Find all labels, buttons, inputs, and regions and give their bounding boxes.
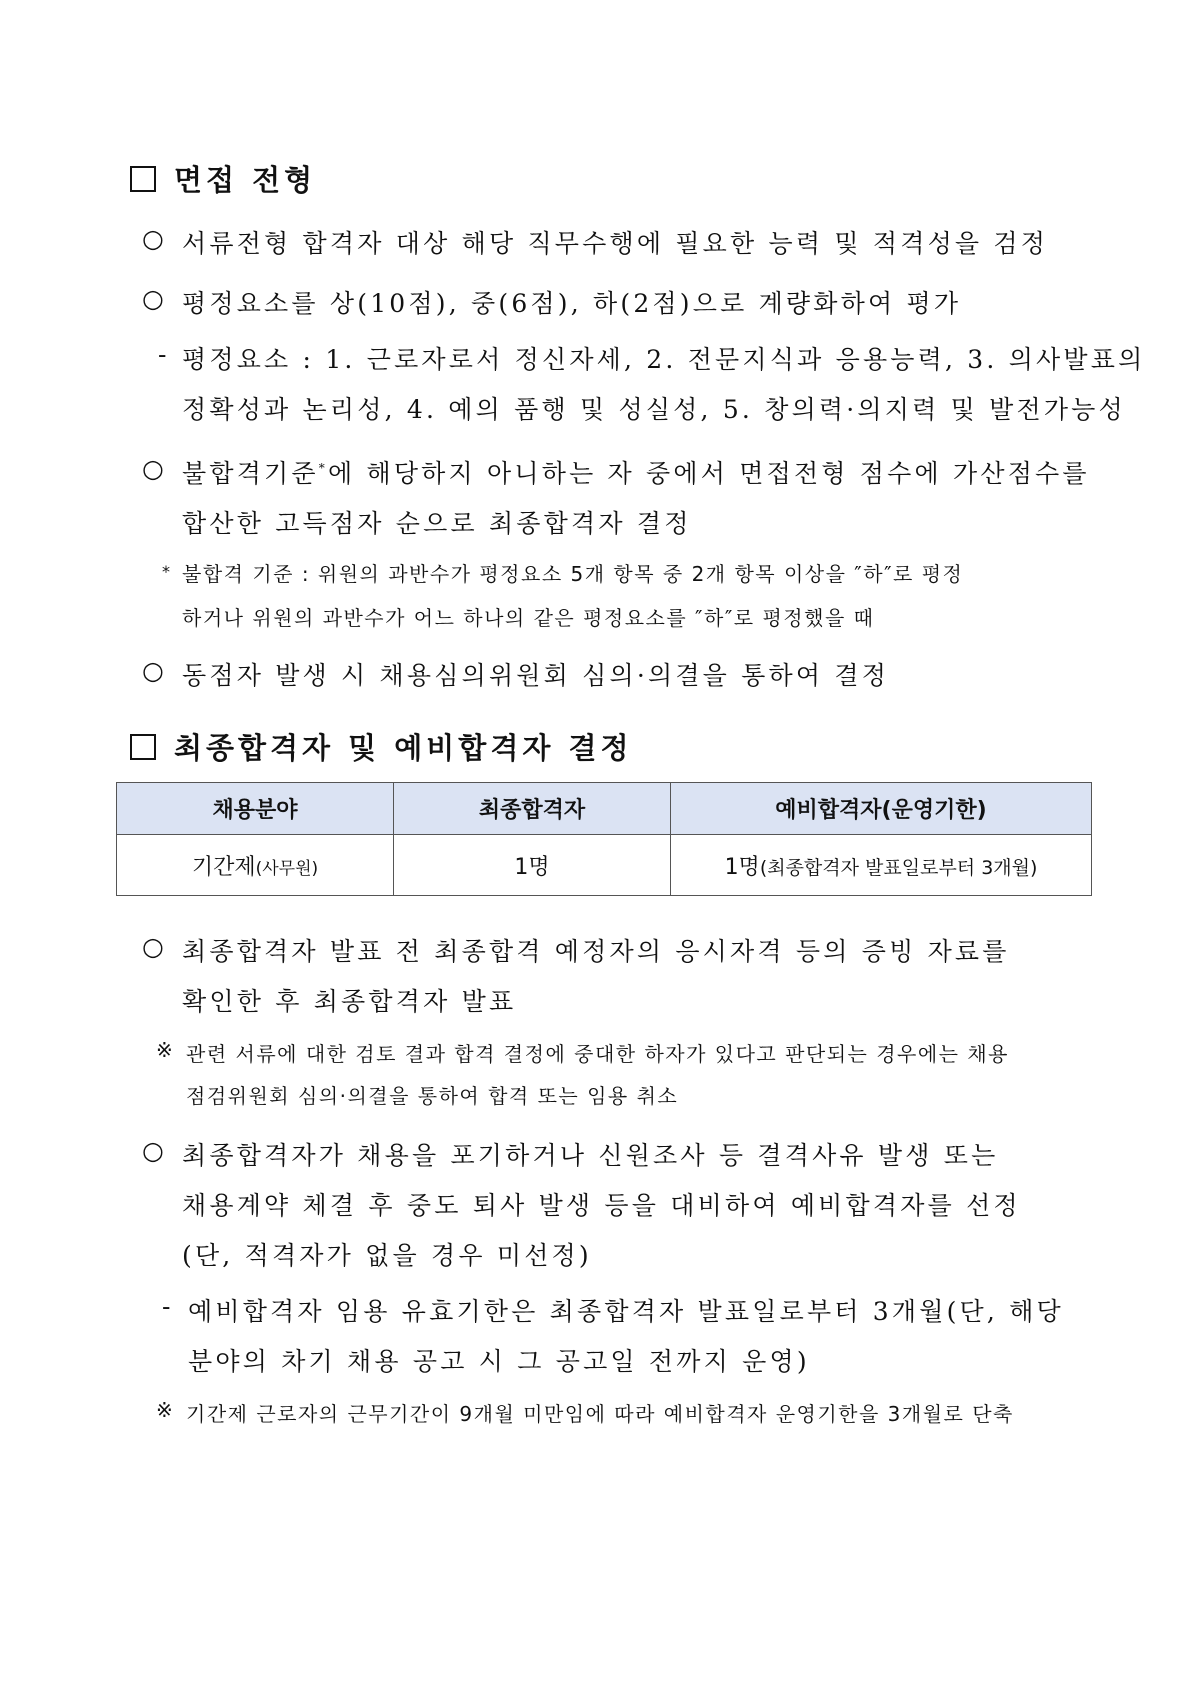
bullet-circle: ○: [142, 284, 168, 313]
checkbox-square-icon: [130, 166, 156, 192]
checkbox-square-icon: [130, 734, 156, 760]
note-text: 관련 서류에 대한 검토 결과 합격 결정에 중대한 하자가 있다고 판단되는 경우에는 채용: [186, 1042, 1009, 1066]
bullet-circle: ○: [142, 454, 168, 483]
list-item-continued: 확인한 후 최종합격자 발표: [182, 987, 517, 1016]
bullet-dash: -: [158, 340, 170, 369]
section-title: 최종합격자 및 예비합격자 결정: [174, 731, 633, 765]
header-final: 최종합격자: [394, 783, 671, 835]
section-heading-interview: [130, 158, 316, 199]
cell-field: 기간제(사무원): [117, 835, 394, 896]
footnote-text-continued: 하거나 위원의 과반수가 어느 하나의 같은 평정요소를 ″하″로 평정했을 때: [182, 606, 875, 630]
list-item: 불합격기준*에 해당하지 아니하는 자 중에서 면접전형 점수에 가산점수를: [182, 459, 1090, 488]
cell-final: 1명: [394, 835, 671, 896]
bullet-circle: ○: [142, 656, 168, 685]
header-field: 채용분야: [117, 783, 394, 835]
list-item-continued: (단, 적격자가 없을 경우 미선정): [182, 1241, 592, 1270]
list-item: 평정요소를 상(10점), 중(6점), 하(2점)으로 계량화하여 평가: [182, 289, 962, 318]
bullet-circle: ○: [142, 932, 168, 961]
note-asterisk: *: [162, 562, 172, 581]
reference-mark: ※: [156, 1038, 175, 1062]
section-title: 면접 전형: [174, 163, 317, 197]
bullet-dash: -: [162, 1292, 174, 1321]
sub-list-item: 예비합격자 임용 유효기한은 최종합격자 발표일로부터 3개월(단, 해당: [188, 1297, 1064, 1326]
list-item-continued: 합산한 고득점자 순으로 최종합격자 결정: [182, 509, 692, 538]
cell-reserve: 1명(최종합격자 발표일로부터 3개월): [671, 835, 1092, 896]
list-item: 최종합격자 발표 전 최종합격 예정자의 응시자격 등의 증빙 자료를: [182, 937, 1010, 966]
sub-list-item-continued: 분야의 차기 채용 공고 시 그 공고일 전까지 운영): [188, 1347, 810, 1376]
reference-mark: ※: [156, 1398, 175, 1422]
note-text: 기간제 근로자의 근무기간이 9개월 미만임에 따라 예비합격자 운영기한을 3개월로 단축: [186, 1402, 1014, 1426]
footnote-text: 불합격 기준 : 위원의 과반수가 평정요소 5개 항목 중 2개 항목 이상을 ″하″로 평정: [182, 562, 964, 586]
list-item-continued: 채용계약 체결 후 중도 퇴사 발생 등을 대비하여 예비합격자를 선정: [182, 1191, 1021, 1220]
header-reserve: 예비합격자(운영기한): [671, 783, 1092, 835]
table-row: [117, 835, 1092, 896]
list-item: 서류전형 합격자 대상 해당 직무수행에 필요한 능력 및 적격성을 검정: [182, 229, 1049, 258]
sub-list-item: 평정요소 : 1. 근로자로서 정신자세, 2. 전문지식과 응용능력, 3. 의사발표의: [182, 345, 1146, 374]
table-header-row: [117, 783, 1092, 835]
note-text-continued: 점검위원회 심의·의결을 통하여 합격 또는 임용 취소: [186, 1084, 679, 1108]
list-item: 최종합격자가 채용을 포기하거나 신원조사 등 결격사유 발생 또는: [182, 1141, 999, 1170]
sub-list-item-continued: 정확성과 논리성, 4. 예의 품행 및 성실성, 5. 창의력·의지력 및 발전가능성: [182, 395, 1126, 424]
bullet-circle: ○: [142, 1136, 168, 1165]
footnote-marker: *: [318, 461, 328, 475]
section-heading-final: [130, 726, 632, 767]
bullet-circle: ○: [142, 224, 168, 253]
list-item: 동점자 발생 시 채용심의위원회 심의·의결을 통하여 결정: [182, 661, 890, 690]
results-table: [116, 782, 1092, 896]
